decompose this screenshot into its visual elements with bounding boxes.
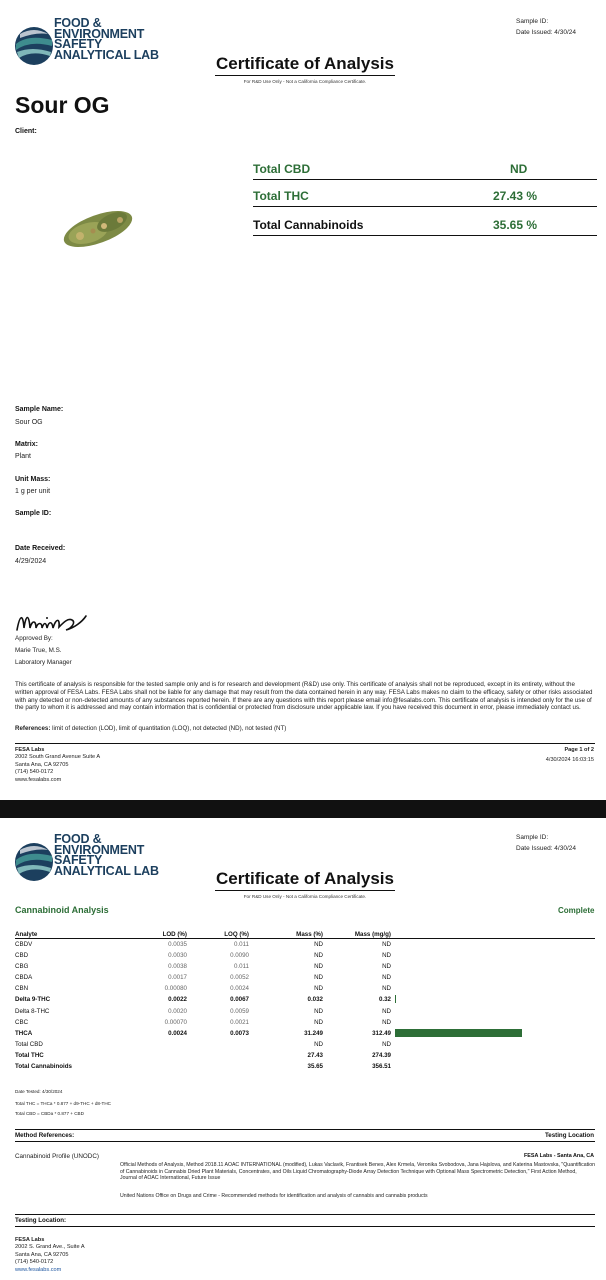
summary-label: Total CBD (253, 162, 311, 176)
date-issued: Date Issued: 4/30/24 (516, 845, 576, 852)
location-section-rule (15, 1214, 595, 1215)
approved-by-label: Approved By: (15, 635, 53, 642)
date-received-label: Date Received: (15, 545, 66, 552)
cell-mass-mg: ND (382, 974, 391, 982)
cell-mass-mg: ND (382, 1018, 391, 1026)
table-row (15, 1017, 595, 1028)
cell-lod: 0.00070 (164, 1018, 187, 1026)
method-references-label: Method References: (15, 1132, 75, 1139)
cell-loq: 0.0090 (230, 952, 249, 960)
cell-analyte: Total Cannabinoids (15, 1063, 72, 1071)
summary-row-total-cannabinoids (253, 216, 597, 236)
cell-mass-mg: 274.39 (372, 1051, 391, 1059)
footer-company: FESA Labs (15, 747, 45, 753)
cell-mass-pct: 31.249 (304, 1029, 323, 1037)
unit-mass-label: Unit Mass: (15, 476, 51, 483)
date-issued: Date Issued: 4/30/24 (516, 29, 576, 36)
cell-mass-mg: ND (382, 1040, 391, 1048)
sample-id-label: Sample ID: (516, 834, 549, 841)
cell-analyte: Total CBD (15, 1040, 43, 1048)
references-text: limit of detection (LOD), limit of quantitation (LOQ), not detected (ND), not tested (NT) (50, 725, 287, 732)
page-number: Page 1 of 2 (564, 747, 594, 753)
sample-meta (516, 16, 576, 38)
table-row (15, 994, 595, 1005)
mass-bar (395, 1029, 522, 1037)
footer-website-link[interactable]: www.fesalabs.com (15, 1266, 62, 1273)
testing-location-value: FESA Labs - Santa Ana, CA (524, 1153, 594, 1159)
footer-address-line1: 2002 South Grand Avenue Suite A (15, 754, 101, 761)
cell-mass-mg: 356.51 (372, 1063, 391, 1071)
method-name: Cannabinoid Profile (UNODC) (15, 1153, 99, 1160)
cell-loq: 0.011 (233, 941, 249, 948)
cell-mass-pct: ND (314, 1018, 323, 1026)
cell-lod: 0.0022 (168, 996, 187, 1004)
mass-bar (395, 995, 396, 1003)
cell-mass-pct: ND (314, 941, 323, 948)
cell-mass-mg: 0.32 (378, 996, 391, 1004)
cell-mass-pct: ND (314, 1007, 323, 1015)
table-row (15, 961, 595, 972)
cell-loq: 0.0073 (230, 1029, 249, 1037)
footer-address-line1: 2002 S. Grand Ave., Suite A (15, 1244, 85, 1251)
footer-website[interactable]: www.fesalabs.com (15, 776, 62, 783)
sample-id-field-label: Sample ID: (15, 510, 52, 517)
footer-address (15, 1237, 85, 1274)
page-title: Certificate of Analysis (216, 54, 394, 73)
approver-title: Laboratory Manager (15, 659, 72, 666)
sample-meta (516, 832, 576, 854)
column-header-analyte: Analyte (15, 931, 38, 938)
cell-mass-pct: 27.43 (307, 1051, 323, 1059)
date-received-value: 4/29/2024 (15, 558, 47, 565)
summary-row-total-cbd (253, 160, 597, 180)
cell-analyte: Delta 9-THC (15, 996, 51, 1004)
cell-lod: 0.0020 (168, 1007, 187, 1015)
column-header-lod: LOD (%) (162, 931, 187, 938)
cell-mass-pct: 0.032 (307, 996, 323, 1004)
cell-loq: 0.0021 (230, 1018, 249, 1026)
formula-total-thc: Total THC = THCa * 0.877 + d9-THC + d8-THC (15, 1101, 111, 1106)
cell-lod: 0.0035 (168, 941, 187, 948)
cell-lod: 0.0030 (168, 952, 187, 960)
footer-page-info (546, 745, 594, 765)
date-tested: Date Tested: 4/30/2024 (15, 1089, 63, 1094)
table-row (15, 1061, 595, 1072)
table-header (15, 929, 595, 939)
table-body (15, 939, 595, 1072)
cell-loq: 0.0052 (230, 974, 249, 982)
cell-mass-mg: ND (382, 985, 391, 993)
cell-mass-pct: ND (314, 963, 323, 971)
footer-address-line2: Santa Ana, CA 92705 (15, 761, 69, 768)
table-row (15, 1050, 595, 1061)
method-section-rule (15, 1129, 595, 1130)
logo-wordmark: FOOD & ENVIRONMENT SAFETY ANALYTICAL LAB (54, 832, 159, 878)
cell-mass-mg: ND (382, 963, 391, 971)
references-line (15, 725, 286, 732)
method-citation: Official Methods of Analysis, Method 2018.11 AOAC INTERNATIONAL (modified), Lukas Vaclavik, Frantisek Benes, Alex Krmela, Veronika Svobodova, Jana Hajslova, and Katerina Mastovska, "Quantification of Cannabinoids in Cannabis Dried Plant Materials, Concentrates, and Oils Liquid Chromatography-Diode Array Detection Technique with Optional Mass Spectrometric Detection," First Action Method, Journal of AOAC International, Future Issue (120, 1162, 595, 1182)
cell-mass-pct: ND (314, 1040, 323, 1048)
cell-mass-pct: 35.65 (307, 1063, 323, 1071)
sample-id-label: Sample ID: (516, 18, 549, 25)
column-header-mass-mg: Mass (mg/g) (354, 931, 391, 938)
unit-mass-value: 1 g per unit (15, 488, 51, 495)
fesa-logo (14, 16, 164, 72)
cell-lod: 0.00080 (164, 985, 187, 993)
coa-page-2 (0, 818, 606, 1280)
table-row (15, 1028, 595, 1039)
cell-analyte: THCA (15, 1029, 33, 1037)
cell-loq: 0.0067 (230, 996, 249, 1004)
cell-loq: 0.0024 (230, 985, 249, 993)
summary-label: Total Cannabinoids (253, 218, 364, 232)
cell-mass-pct: ND (314, 985, 323, 993)
table-row (15, 939, 595, 950)
summary-label: Total THC (253, 189, 309, 203)
client-label: Client: (15, 128, 37, 135)
cell-lod: 0.0024 (168, 1029, 187, 1037)
fesa-logo (14, 832, 164, 888)
table-row (15, 950, 595, 961)
cell-loq: 0.011 (233, 963, 249, 971)
cell-analyte: Total THC (15, 1051, 44, 1059)
cell-mass-pct: ND (314, 974, 323, 982)
page-separator (0, 800, 606, 818)
footer-address (15, 747, 100, 784)
section-title: Cannabinoid Analysis (15, 905, 109, 915)
page-subtitle: For R&D Use Only - Not a California Compliance Certificate. (243, 894, 367, 899)
location-header-rule (15, 1226, 595, 1227)
cell-analyte: Delta 8-THC (15, 1007, 50, 1015)
print-timestamp: 4/30/2024 16:03:15 (545, 757, 594, 763)
matrix-label: Matrix: (15, 441, 38, 448)
footer-phone: (714) 540-0172 (15, 1259, 54, 1266)
footer-phone: (714) 540-0172 (15, 769, 54, 776)
summary-row-total-thc (253, 187, 597, 207)
title-divider (215, 890, 395, 891)
cell-mass-pct: ND (314, 952, 323, 960)
cell-mass-mg: 312.49 (372, 1029, 391, 1037)
sample-name-label: Sample Name: (15, 406, 64, 413)
product-name: Sour OG (15, 92, 110, 118)
title-divider (215, 75, 395, 76)
approver-name: Marie True, M.S. (15, 647, 62, 654)
cell-lod: 0.0017 (168, 974, 187, 982)
footer-divider (15, 743, 595, 744)
column-header-loq: LOQ (%) (224, 931, 249, 938)
cell-mass-mg: ND (382, 941, 391, 948)
product-image (58, 206, 140, 252)
cannabinoid-table (15, 929, 595, 1072)
cell-analyte: CBD (15, 952, 29, 960)
page-subtitle: For R&D Use Only - Not a California Compliance Certificate. (243, 79, 367, 84)
cell-analyte: CBDV (15, 941, 33, 948)
table-row (15, 1039, 595, 1050)
column-header-mass-pct: Mass (%) (296, 931, 323, 938)
page-title: Certificate of Analysis (216, 869, 394, 888)
table-row (15, 972, 595, 983)
testing-location-heading: Testing Location: (15, 1217, 67, 1224)
table-row (15, 983, 595, 994)
references-label: References: (15, 725, 51, 732)
cell-mass-mg: ND (382, 1007, 391, 1015)
method-citation-unodc: United Nations Office on Drugs and Crime - Recommended methods for identification and analysis of cannabis and cannabis products (120, 1193, 428, 1199)
disclaimer-text: This certificate of analysis is responsible for the tested sample only and is for research and development (R&D) use only. This certificate of analysis shall not be reproduced, except in its entirety, without the written approval of FESA Labs. FESA Labs shall not be liable for any damage that may result from the data contained herein in any way. FESA Labs makes no claim to the efficacy, safety or other risks associated with any detected or non-detected amounts of any substances reported herein. If there are any questions with this report please email info@fesalabs.com. This certificate of analysis is intended only for the use of the party to whom it is addressed and may contain information that is confidential or protected from disclosure under applicable law. If you have received this document in error, please immediately contact us. (15, 681, 593, 712)
logo-wordmark: FOOD & ENVIRONMENT SAFETY ANALYTICAL LAB (54, 16, 159, 62)
logo-emblem-icon (14, 832, 54, 888)
matrix-value: Plant (15, 453, 31, 460)
summary-value: ND (510, 162, 528, 176)
sample-name-value: Sour OG (15, 419, 43, 426)
formula-total-cbd: Total CBD = CBDa * 0.877 + CBD (15, 1111, 84, 1116)
summary-value: 27.43 % (493, 189, 538, 203)
testing-location-header: Testing Location (544, 1132, 594, 1139)
status-badge: Complete (558, 906, 595, 915)
cell-analyte: CBDA (15, 974, 33, 982)
cell-analyte: CBG (15, 963, 29, 971)
footer-address-line2: Santa Ana, CA 92705 (15, 1251, 69, 1258)
cell-analyte: CBN (15, 985, 29, 993)
cell-lod: 0.0038 (168, 963, 187, 971)
signature-image (14, 608, 94, 636)
logo-emblem-icon (14, 16, 54, 72)
footer-company: FESA Labs (15, 1237, 45, 1243)
method-header-rule (15, 1141, 595, 1142)
cell-loq: 0.0059 (230, 1007, 249, 1015)
cell-mass-mg: ND (382, 952, 391, 960)
cell-analyte: CBC (15, 1018, 29, 1026)
table-row (15, 1006, 595, 1017)
summary-value: 35.65 % (493, 218, 538, 232)
